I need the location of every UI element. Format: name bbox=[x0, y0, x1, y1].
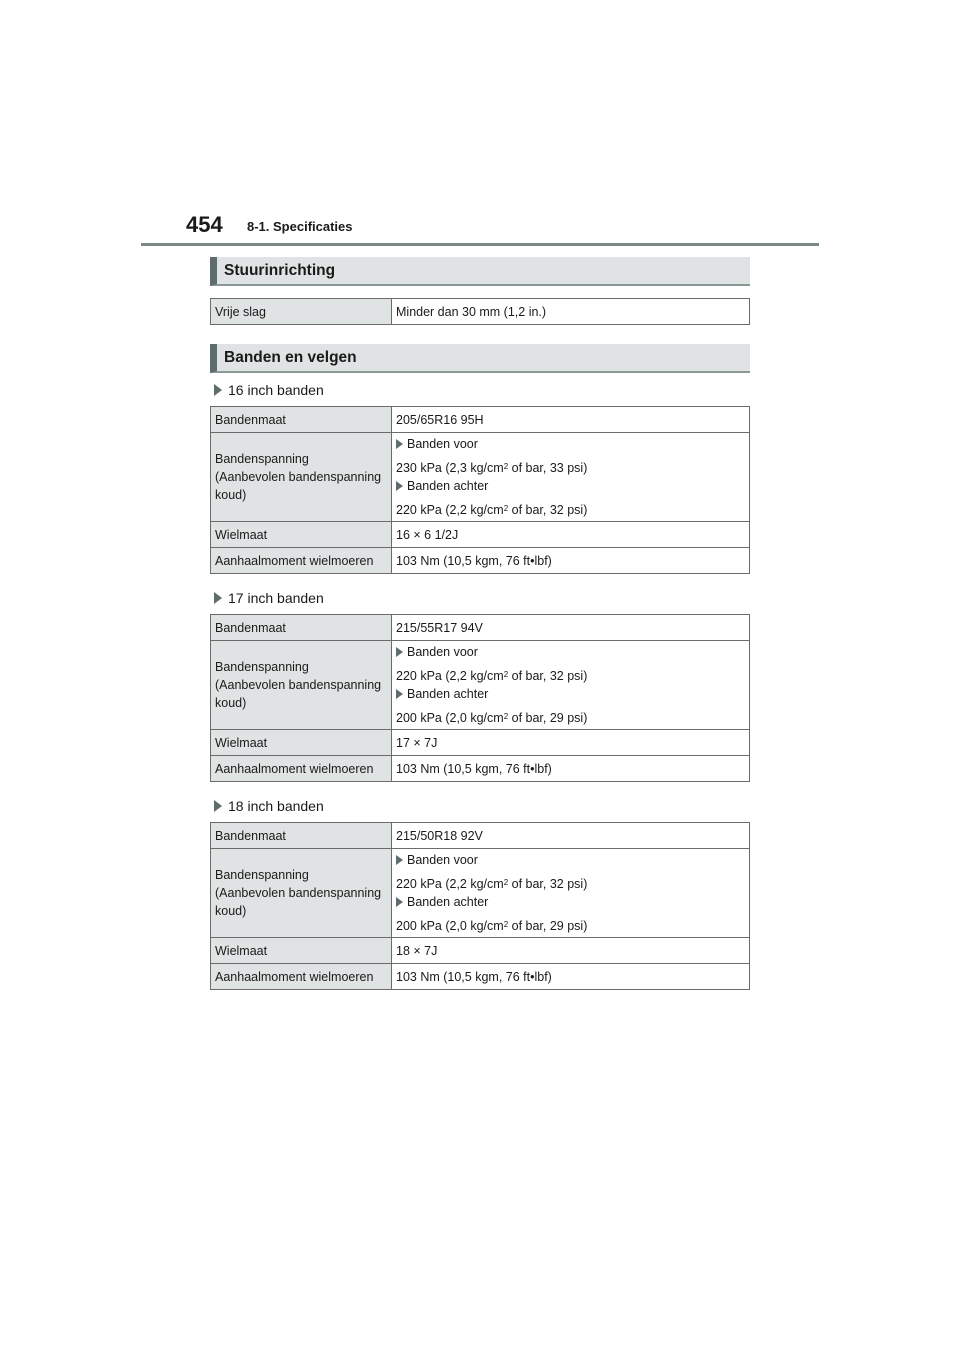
table-row bbox=[211, 615, 750, 641]
pressure-label-line: Bandenspanning bbox=[215, 660, 309, 674]
wheel-label: Wielmaat bbox=[211, 522, 392, 548]
pressure-value bbox=[392, 641, 750, 730]
page-number: 454 bbox=[186, 212, 223, 237]
page-content bbox=[210, 257, 750, 990]
size-value: 205/65R16 95H bbox=[392, 407, 750, 433]
steering-table bbox=[210, 298, 750, 325]
pressure-label bbox=[211, 433, 392, 522]
triangle-bullet-icon bbox=[396, 897, 403, 907]
size-label: Bandenmaat bbox=[211, 615, 392, 641]
triangle-bullet-icon bbox=[214, 800, 222, 812]
size-value: 215/50R18 92V bbox=[392, 823, 750, 849]
front-tire-label: Banden voor bbox=[407, 437, 478, 451]
front-tire-pressure bbox=[396, 459, 745, 477]
table-row bbox=[211, 299, 750, 325]
torque-value: 103 Nm (10,5 kgm, 76 ft•lbf) bbox=[392, 756, 750, 782]
pressure-text: of bar, 29 psi) bbox=[508, 711, 588, 725]
wheel-value: 17 × 7J bbox=[392, 730, 750, 756]
pressure-text: 230 kPa (2,3 kg/cm bbox=[396, 461, 504, 475]
tire-group-18 bbox=[210, 796, 750, 990]
torque-label: Aanhaalmoment wielmoeren bbox=[211, 756, 392, 782]
rear-tire-label: Banden achter bbox=[407, 895, 489, 909]
pressure-label-line: Bandenspanning bbox=[215, 868, 309, 882]
pressure-value bbox=[392, 433, 750, 522]
rear-tire-heading bbox=[396, 685, 745, 703]
pressure-label-line: koud) bbox=[215, 696, 247, 710]
pressure-label-line: (Aanbevolen bandenspanning bbox=[215, 470, 382, 484]
group-heading-text: 17 inch banden bbox=[228, 590, 324, 606]
free-play-label: Vrije slag bbox=[211, 299, 392, 325]
tire-table bbox=[210, 822, 750, 990]
front-tire-label: Banden voor bbox=[407, 645, 478, 659]
pressure-text: 220 kPa (2,2 kg/cm bbox=[396, 877, 504, 891]
group-heading bbox=[214, 588, 750, 608]
section-reference: 8-1. Specificaties bbox=[247, 219, 353, 234]
pressure-text: 220 kPa (2,2 kg/cm bbox=[396, 503, 504, 517]
table-row bbox=[211, 756, 750, 782]
superscript: 2 bbox=[503, 461, 509, 471]
pressure-text: of bar, 32 psi) bbox=[508, 503, 588, 517]
header-rule bbox=[141, 243, 819, 246]
pressure-label-line: Bandenspanning bbox=[215, 452, 309, 466]
table-row bbox=[211, 641, 750, 730]
size-label: Bandenmaat bbox=[211, 823, 392, 849]
tire-table bbox=[210, 614, 750, 782]
pressure-text: of bar, 32 psi) bbox=[508, 669, 588, 683]
pressure-label-line: koud) bbox=[215, 488, 247, 502]
pressure-label-line: (Aanbevolen bandenspanning bbox=[215, 678, 382, 692]
tire-group-17 bbox=[210, 588, 750, 782]
free-play-value: Minder dan 30 mm (1,2 in.) bbox=[392, 299, 750, 325]
table-row bbox=[211, 938, 750, 964]
table-row bbox=[211, 849, 750, 938]
rear-tire-heading bbox=[396, 893, 745, 911]
wheel-label: Wielmaat bbox=[211, 938, 392, 964]
wheel-value: 18 × 7J bbox=[392, 938, 750, 964]
group-heading-text: 16 inch banden bbox=[228, 382, 324, 398]
wheel-value: 16 × 6 1/2J bbox=[392, 522, 750, 548]
pressure-value bbox=[392, 849, 750, 938]
pressure-text: 200 kPa (2,0 kg/cm bbox=[396, 919, 504, 933]
pressure-label bbox=[211, 849, 392, 938]
table-row bbox=[211, 823, 750, 849]
table-row bbox=[211, 522, 750, 548]
section-heading-tires bbox=[210, 344, 750, 373]
pressure-text: 220 kPa (2,2 kg/cm bbox=[396, 669, 504, 683]
triangle-bullet-icon bbox=[396, 647, 403, 657]
pressure-text: of bar, 32 psi) bbox=[508, 877, 588, 891]
tire-group-16 bbox=[210, 380, 750, 574]
group-heading-text: 18 inch banden bbox=[228, 798, 324, 814]
torque-value: 103 Nm (10,5 kgm, 76 ft•lbf) bbox=[392, 964, 750, 990]
pressure-text: of bar, 33 psi) bbox=[508, 461, 588, 475]
torque-label: Aanhaalmoment wielmoeren bbox=[211, 548, 392, 574]
torque-label: Aanhaalmoment wielmoeren bbox=[211, 964, 392, 990]
superscript: 2 bbox=[503, 711, 509, 721]
rear-tire-pressure bbox=[396, 501, 745, 519]
section-title: Banden en velgen bbox=[224, 349, 357, 366]
torque-value: 103 Nm (10,5 kgm, 76 ft•lbf) bbox=[392, 548, 750, 574]
pressure-label-line: koud) bbox=[215, 904, 247, 918]
triangle-bullet-icon bbox=[214, 384, 222, 396]
triangle-bullet-icon bbox=[396, 481, 403, 491]
rear-tire-heading bbox=[396, 477, 745, 495]
pressure-text: of bar, 29 psi) bbox=[508, 919, 588, 933]
front-tire-heading bbox=[396, 851, 745, 869]
table-row bbox=[211, 407, 750, 433]
section-title: Stuurinrichting bbox=[224, 262, 336, 279]
size-label: Bandenmaat bbox=[211, 407, 392, 433]
pressure-label-line: (Aanbevolen bandenspanning bbox=[215, 886, 382, 900]
table-row bbox=[211, 433, 750, 522]
front-tire-label: Banden voor bbox=[407, 853, 478, 867]
group-heading bbox=[214, 380, 750, 400]
front-tire-heading bbox=[396, 435, 745, 453]
superscript: 2 bbox=[503, 919, 509, 929]
pressure-text: 200 kPa (2,0 kg/cm bbox=[396, 711, 504, 725]
front-tire-pressure bbox=[396, 875, 745, 893]
tire-table bbox=[210, 406, 750, 574]
pressure-label bbox=[211, 641, 392, 730]
triangle-bullet-icon bbox=[396, 689, 403, 699]
rear-tire-label: Banden achter bbox=[407, 687, 489, 701]
triangle-bullet-icon bbox=[214, 592, 222, 604]
rear-tire-pressure bbox=[396, 917, 745, 935]
rear-tire-label: Banden achter bbox=[407, 479, 489, 493]
triangle-bullet-icon bbox=[396, 439, 403, 449]
table-row bbox=[211, 548, 750, 574]
superscript: 2 bbox=[503, 669, 509, 679]
front-tire-pressure bbox=[396, 667, 745, 685]
rear-tire-pressure bbox=[396, 709, 745, 727]
wheel-label: Wielmaat bbox=[211, 730, 392, 756]
table-row bbox=[211, 964, 750, 990]
superscript: 2 bbox=[503, 877, 509, 887]
front-tire-heading bbox=[396, 643, 745, 661]
group-heading bbox=[214, 796, 750, 816]
triangle-bullet-icon bbox=[396, 855, 403, 865]
size-value: 215/55R17 94V bbox=[392, 615, 750, 641]
section-heading-steering bbox=[210, 257, 750, 286]
superscript: 2 bbox=[503, 503, 509, 513]
table-row bbox=[211, 730, 750, 756]
